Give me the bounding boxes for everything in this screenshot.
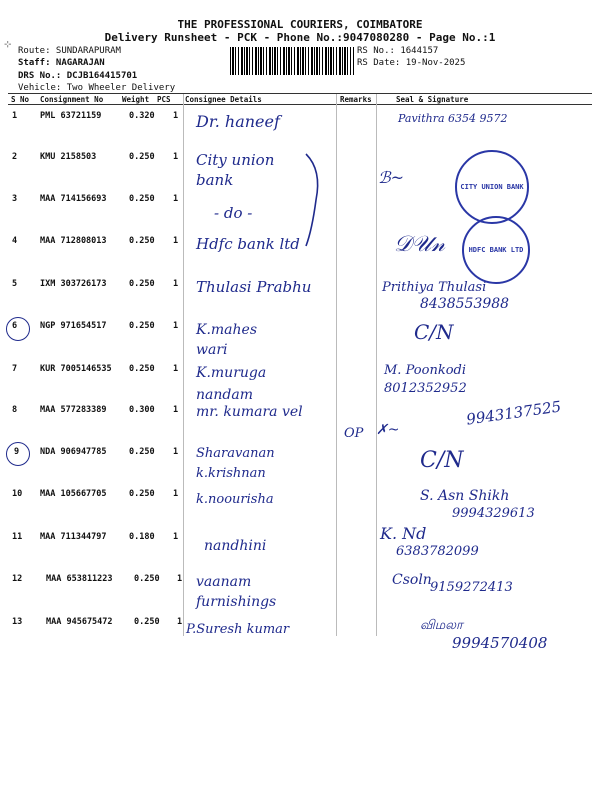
- col-pcs: PCS: [157, 95, 171, 104]
- row-weight: 0.250: [129, 364, 155, 374]
- row-consignment: MAA 714156693: [40, 194, 107, 204]
- row-consignee-handwritten: mr. kumara vel: [196, 404, 303, 420]
- header-top-rule: [8, 93, 592, 94]
- staff-label: Staff: NAGARAJAN: [18, 58, 105, 68]
- row-pcs: 1: [177, 574, 183, 584]
- row-weight: 0.250: [129, 279, 155, 289]
- row-weight: 0.250: [134, 574, 160, 584]
- row-consignee-handwritten: Thulasi Prabhu: [196, 278, 312, 296]
- column-divider: [183, 94, 184, 636]
- row-weight: 0.250: [129, 152, 155, 162]
- row-signature: Pavithra 6354 9572: [398, 112, 508, 125]
- row-weight: 0.300: [129, 405, 155, 415]
- signature-scribble: விமலா: [420, 618, 463, 633]
- row-weight: 0.250: [129, 321, 155, 331]
- row-sno: 5: [12, 279, 18, 289]
- row-pcs: 1: [173, 447, 179, 457]
- row-sno: 13: [12, 617, 23, 627]
- row-consignee-handwritten: k.noourisha: [196, 492, 274, 507]
- row-sno: 11: [12, 532, 23, 542]
- row-pcs: 1: [173, 321, 179, 331]
- row-remark: OP: [344, 426, 364, 441]
- col-seal: Seal & Signature: [396, 95, 469, 104]
- row-consignee-handwritten: K.mahes wari: [196, 322, 258, 358]
- row-pcs: 1: [173, 236, 179, 246]
- row-sno: 1: [12, 111, 18, 121]
- row-consignment: MAA 105667705: [40, 489, 107, 499]
- row-signature: C/N: [414, 320, 454, 344]
- col-remarks: Remarks: [340, 95, 372, 104]
- row-pcs: 1: [173, 194, 179, 204]
- row-consignee-handwritten: City union bank: [196, 151, 275, 189]
- row-consignment: KUR 7005146535: [40, 364, 112, 374]
- row-sno: 9: [14, 447, 20, 457]
- column-divider: [336, 94, 337, 636]
- row-sno: 12: [12, 574, 23, 584]
- vehicle-label: Vehicle: Two Wheeler Delivery: [18, 83, 176, 93]
- row-consignment: IXM 303726173: [40, 279, 107, 289]
- row-pcs: 1: [173, 489, 179, 499]
- row-sno: 8: [12, 405, 18, 415]
- row-consignee-handwritten: - do -: [214, 204, 253, 222]
- row-consignment: PML 63721159: [40, 111, 102, 121]
- row-consignment: MAA 711344797: [40, 532, 107, 542]
- signature-scribble: ℬ~: [378, 168, 404, 187]
- row-consignee-handwritten: Sharavanan k.krishnan: [196, 446, 275, 481]
- row-signature: M. Poonkodi 8012352952: [384, 363, 467, 396]
- row-weight: 0.250: [134, 617, 160, 627]
- row-sno: 4: [12, 236, 18, 246]
- route-label: Route: SUNDARAPURAM: [18, 46, 121, 56]
- company-title: THE PROFESSIONAL COURIERS, COIMBATORE: [177, 18, 423, 31]
- row-signature: C/N: [420, 448, 464, 473]
- hdfc-stamp: HDFC BANK LTD: [462, 216, 530, 284]
- row-consignee-handwritten: Dr. haneef: [196, 112, 280, 131]
- row-signature: 6383782099: [396, 544, 479, 559]
- col-consignment: Consignment No: [40, 95, 104, 104]
- row-consignment: KMU 2158503: [40, 152, 97, 162]
- row-pcs: 1: [173, 364, 179, 374]
- row-sno: 6: [12, 321, 18, 331]
- signature-scribble: K. Nd: [380, 524, 427, 543]
- row-consignee-handwritten: nandhini: [204, 538, 267, 554]
- row-signature: 9943137525: [465, 397, 563, 429]
- row-consignment: MAA 653811223: [46, 574, 113, 584]
- row-consignee-handwritten: Hdfc bank ltd: [196, 235, 300, 253]
- runsheet-subtitle: Delivery Runsheet - PCK - Phone No.:9047080280 - Page No.:1: [104, 31, 496, 44]
- city-union-stamp: CITY UNION BANK: [455, 150, 529, 224]
- row-signature: 9994570408: [452, 634, 548, 652]
- rs-date: RS Date: 19-Nov-2025: [357, 58, 466, 68]
- signature-scribble: Prithiya Thulasi: [382, 280, 487, 295]
- row-consignment: NGP 971654517: [40, 321, 107, 331]
- row-pcs: 1: [173, 152, 179, 162]
- row-signature: 9994329613: [452, 506, 535, 521]
- hole-punch-icon: ⊹: [4, 40, 12, 50]
- row-consignment: MAA 577283389: [40, 405, 107, 415]
- signature-scribble: 𝒟𝒰𝓃: [394, 232, 445, 257]
- row-sno: 2: [12, 152, 18, 162]
- row-pcs: 1: [173, 111, 179, 121]
- row-consignee-handwritten: K.muruga nandam: [196, 365, 267, 403]
- row-sno: 3: [12, 194, 18, 204]
- row-weight: 0.250: [129, 447, 155, 457]
- row-weight: 0.320: [129, 111, 155, 121]
- signature-scribble: Csoln: [392, 572, 432, 588]
- row-weight: 0.250: [129, 236, 155, 246]
- row-pcs: 1: [173, 279, 179, 289]
- row-weight: 0.180: [129, 532, 155, 542]
- row-consignment: NDA 906947785: [40, 447, 107, 457]
- row-consignee-handwritten: P.Suresh kumar: [186, 622, 290, 637]
- col-consignee: Consignee Details: [185, 95, 262, 104]
- row-sno: 10: [12, 489, 23, 499]
- row-consignment: MAA 712808013: [40, 236, 107, 246]
- row-pcs: 1: [173, 532, 179, 542]
- row-consignee-handwritten: vaanam furnishings: [196, 574, 277, 610]
- col-sno: S No: [11, 95, 30, 104]
- col-weight: Weight: [122, 95, 150, 104]
- row-weight: 0.250: [129, 194, 155, 204]
- row-pcs: 1: [173, 405, 179, 415]
- row-pcs: 1: [177, 617, 183, 627]
- header-bottom-rule: [8, 104, 592, 105]
- rs-number: RS No.: 1644157: [357, 46, 439, 56]
- row-weight: 0.250: [129, 489, 155, 499]
- row-sno: 7: [12, 364, 18, 374]
- row-signature: 8438553988: [420, 296, 510, 312]
- barcode: [230, 47, 354, 75]
- row-consignment: MAA 945675472: [46, 617, 113, 627]
- column-divider: [376, 94, 377, 636]
- circle-mark: [6, 317, 30, 341]
- drs-label: DRS No.: DCJB164415701: [18, 71, 138, 81]
- signature-scribble: S. Asn Shikh: [420, 488, 510, 504]
- row-signature: 9159272413: [430, 580, 513, 595]
- signature-scribble: ✗~: [376, 422, 400, 438]
